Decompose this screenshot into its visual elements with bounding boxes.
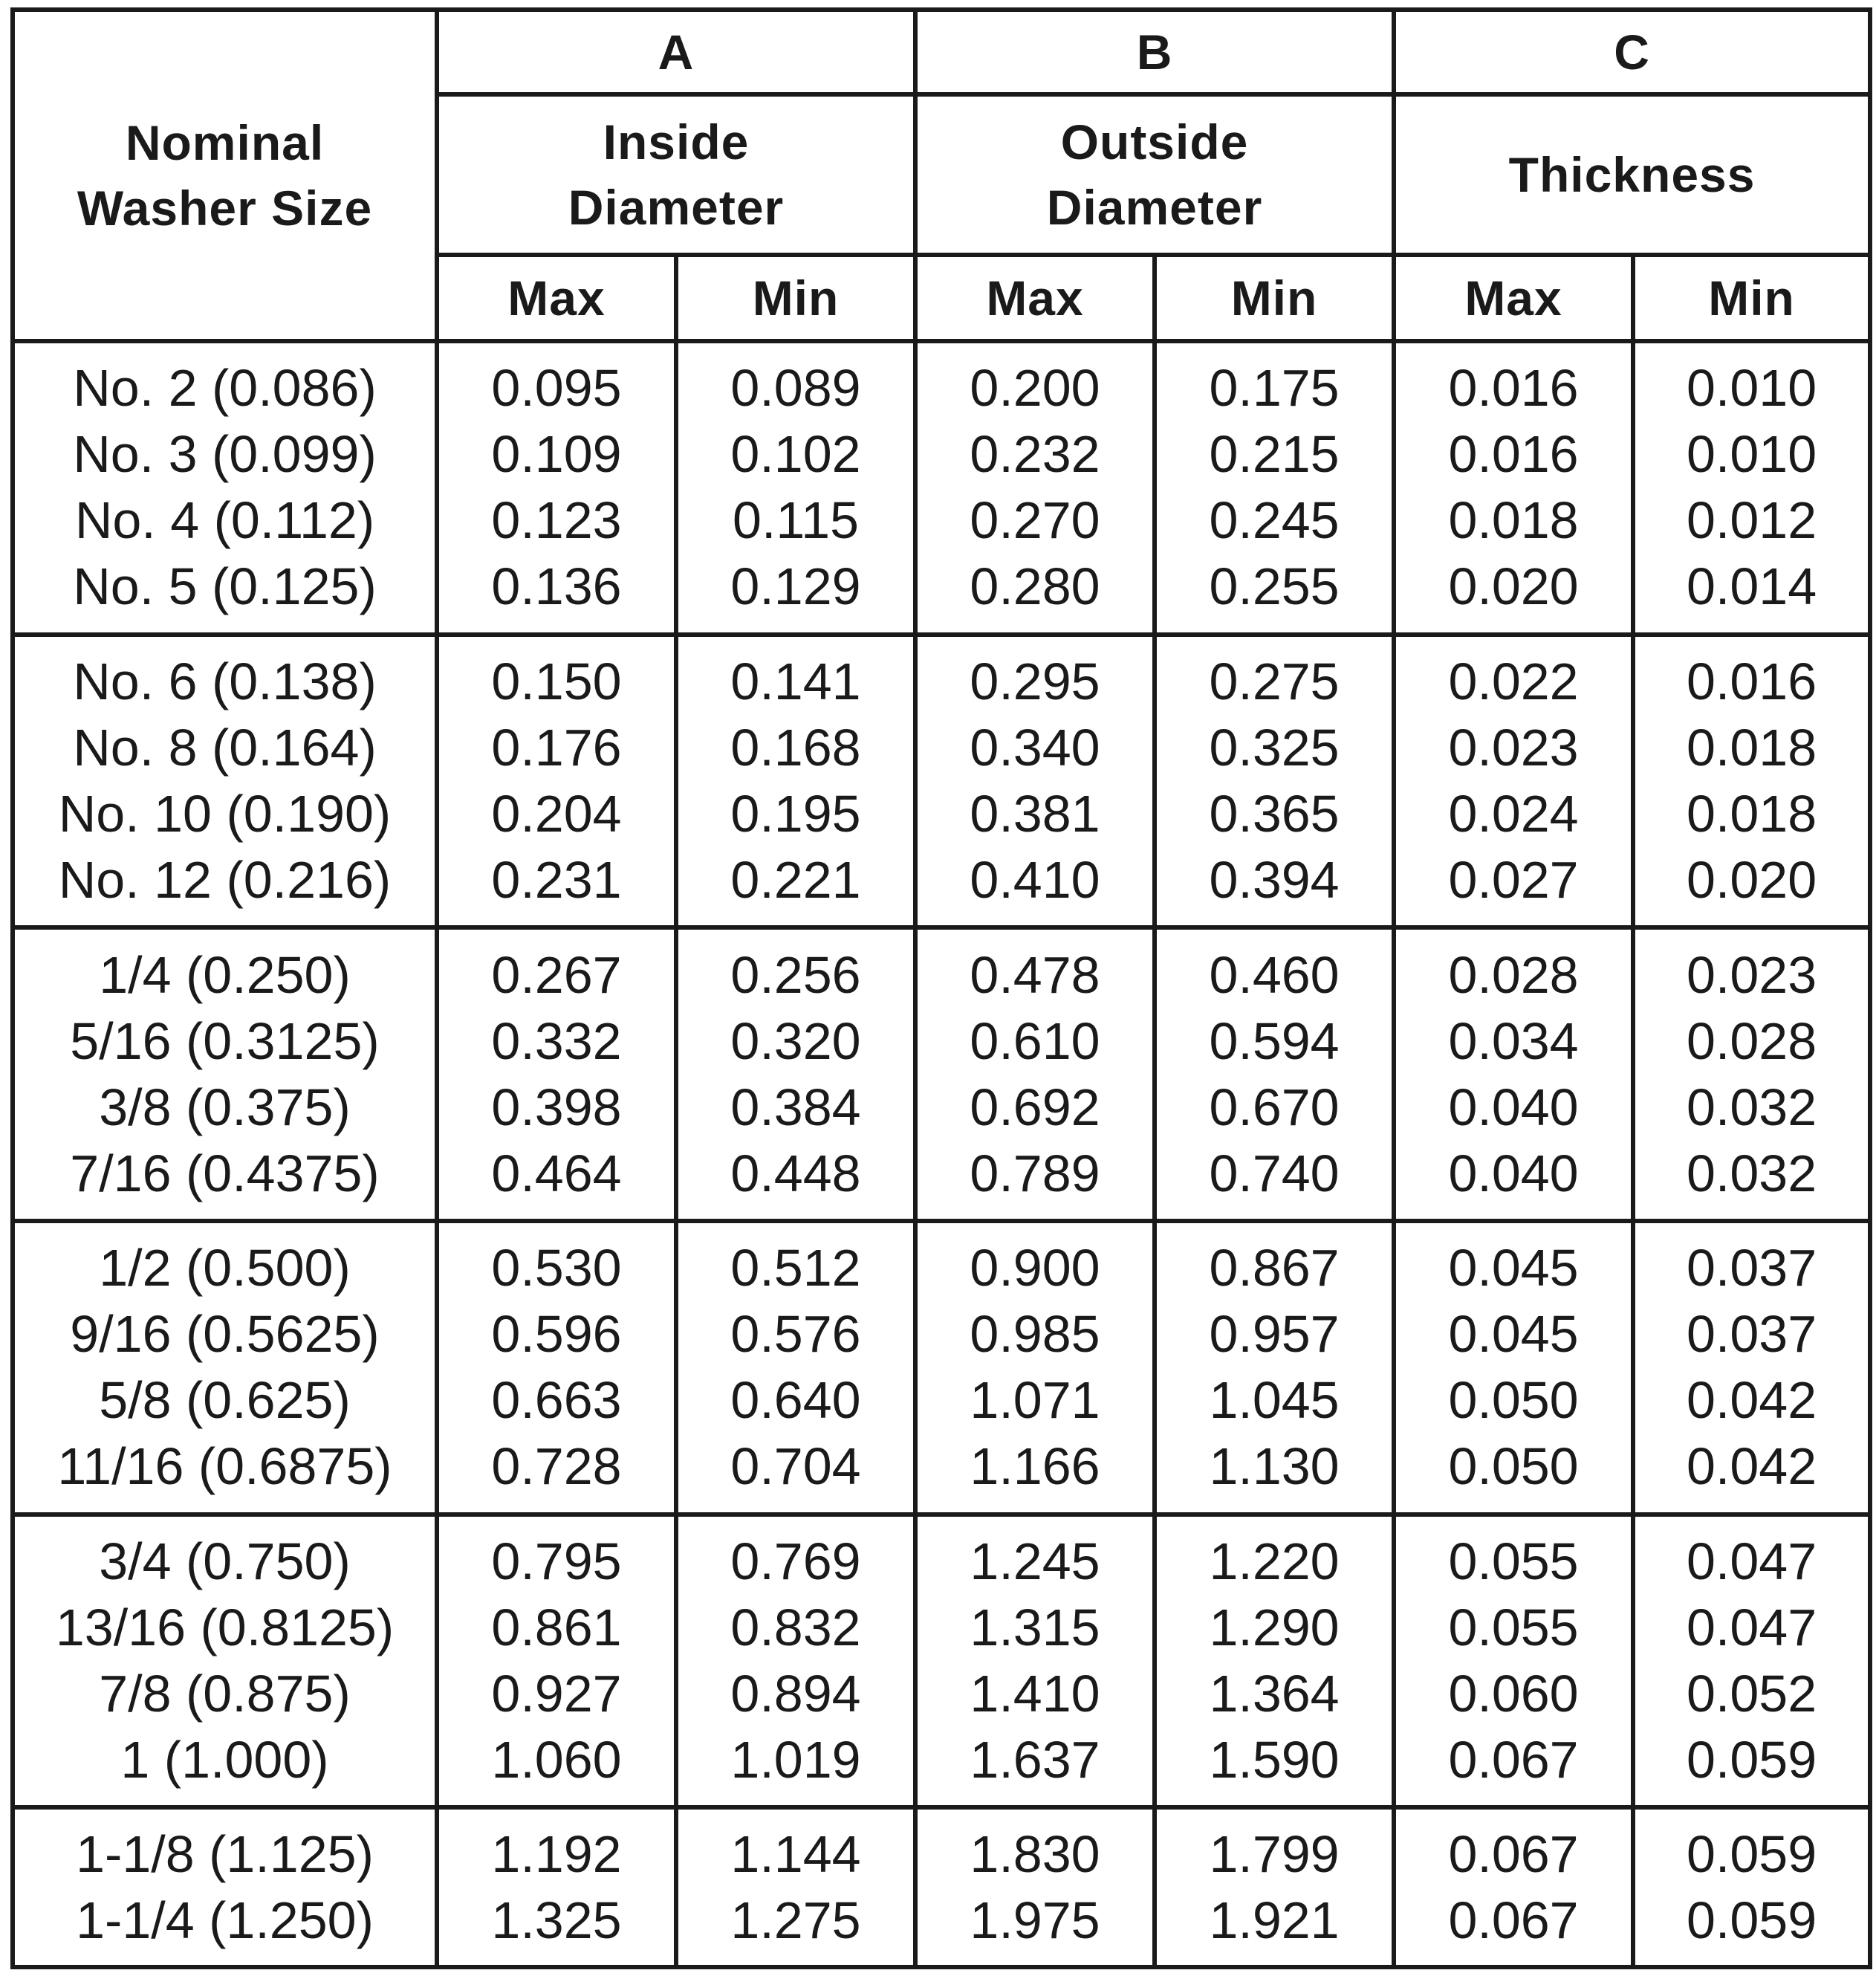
value: 0.270 xyxy=(970,491,1100,550)
value: 0.018 xyxy=(1686,719,1817,777)
value: 0.530 xyxy=(491,1239,622,1298)
value: 0.204 xyxy=(491,785,622,843)
value: 0.460 xyxy=(1209,945,1340,1004)
nominal-size-value: 9/16 (0.5625) xyxy=(70,1305,380,1364)
value: 0.010 xyxy=(1686,425,1817,484)
value: 0.245 xyxy=(1209,491,1340,550)
nominal-size-value: 1 (1.000) xyxy=(120,1731,329,1789)
value: 0.055 xyxy=(1448,1598,1579,1657)
value: 0.102 xyxy=(730,425,861,484)
value: 0.016 xyxy=(1448,359,1579,418)
value: 0.042 xyxy=(1686,1371,1817,1430)
nominal-size-value: No. 6 (0.138) xyxy=(73,652,377,711)
value: 0.067 xyxy=(1448,1891,1579,1949)
value: 0.018 xyxy=(1686,785,1817,843)
value: 0.032 xyxy=(1686,1078,1817,1136)
value: 0.832 xyxy=(730,1598,861,1657)
value: 0.050 xyxy=(1448,1437,1579,1496)
table-row-block xyxy=(13,1807,1870,1967)
outside-diameter-line1: Outside xyxy=(1060,114,1249,169)
nominal-size-cell xyxy=(13,341,437,635)
value: 1.410 xyxy=(970,1665,1100,1723)
value: 1.130 xyxy=(1209,1437,1340,1496)
nominal-size-value: 1/4 (0.250) xyxy=(99,945,351,1004)
value: 1.799 xyxy=(1209,1824,1340,1883)
value: 0.032 xyxy=(1686,1144,1817,1202)
value: 0.023 xyxy=(1686,945,1817,1004)
value: 0.795 xyxy=(491,1532,622,1591)
group-b-letter: B xyxy=(915,10,1394,94)
value: 0.927 xyxy=(491,1665,622,1723)
thickness-header: Thickness xyxy=(1394,94,1870,255)
value: 0.769 xyxy=(730,1532,861,1591)
value: 0.195 xyxy=(730,785,861,843)
value: 0.256 xyxy=(730,945,861,1004)
nominal-size-value: 13/16 (0.8125) xyxy=(55,1598,395,1657)
nominal-size-value: No. 4 (0.112) xyxy=(74,491,375,550)
nominal-size-cell xyxy=(13,927,437,1221)
value: 0.640 xyxy=(730,1371,861,1430)
value: 0.957 xyxy=(1209,1305,1340,1364)
value: 0.448 xyxy=(730,1144,861,1202)
nominal-size-value: No. 2 (0.086) xyxy=(73,359,377,418)
value: 1.192 xyxy=(491,1824,622,1883)
value: 0.109 xyxy=(491,425,622,484)
value: 0.040 xyxy=(1448,1078,1579,1136)
outside-diameter-max-cell xyxy=(915,1807,1155,1967)
inside-diameter-min-cell xyxy=(676,1221,915,1515)
value: 1.019 xyxy=(730,1731,861,1789)
value: 0.255 xyxy=(1209,557,1340,616)
value: 1.590 xyxy=(1209,1731,1340,1789)
thickness-min-cell xyxy=(1633,1221,1870,1515)
washer-dimensions-table xyxy=(10,7,1872,1969)
thickness-max-cell xyxy=(1394,635,1633,928)
value: 0.789 xyxy=(970,1144,1100,1202)
value: 1.060 xyxy=(491,1731,622,1789)
outside-diameter-min-cell xyxy=(1155,927,1394,1221)
value: 0.089 xyxy=(730,359,861,418)
inside-diameter-line2: Diameter xyxy=(568,180,785,235)
value: 1.275 xyxy=(730,1891,861,1949)
value: 0.040 xyxy=(1448,1144,1579,1202)
inside-diameter-max-cell xyxy=(437,927,676,1221)
inside-diameter-max-cell xyxy=(437,635,676,928)
value: 0.670 xyxy=(1209,1078,1340,1136)
nominal-size-value: No. 12 (0.216) xyxy=(58,851,392,910)
value: 0.067 xyxy=(1448,1824,1579,1883)
thickness-max-cell xyxy=(1394,1221,1633,1515)
value: 0.022 xyxy=(1448,652,1579,711)
nominal-size-value: 1/2 (0.500) xyxy=(99,1239,351,1298)
value: 0.398 xyxy=(491,1078,622,1136)
nominal-size-cell xyxy=(13,1515,437,1808)
value: 0.231 xyxy=(491,851,622,910)
value: 0.740 xyxy=(1209,1144,1340,1202)
value: 1.290 xyxy=(1209,1598,1340,1657)
thickness-max-cell xyxy=(1394,1515,1633,1808)
value: 0.047 xyxy=(1686,1598,1817,1657)
value: 0.023 xyxy=(1448,719,1579,777)
thickness-min-cell xyxy=(1633,1515,1870,1808)
outside-diameter-min-cell xyxy=(1155,341,1394,635)
value: 0.141 xyxy=(730,652,861,711)
value: 0.020 xyxy=(1686,851,1817,910)
nominal-header-line2: Washer Size xyxy=(77,181,373,236)
inside-diameter-max-cell xyxy=(437,341,676,635)
thickness-max-cell xyxy=(1394,927,1633,1221)
inside-diameter-max-cell xyxy=(437,1515,676,1808)
value: 1.220 xyxy=(1209,1532,1340,1591)
value: 0.037 xyxy=(1686,1239,1817,1298)
value: 0.018 xyxy=(1448,491,1579,550)
value: 0.596 xyxy=(491,1305,622,1364)
value: 0.232 xyxy=(970,425,1100,484)
value: 1.921 xyxy=(1209,1891,1340,1949)
value: 0.894 xyxy=(730,1665,861,1723)
inside-diameter-min-cell xyxy=(676,635,915,928)
value: 0.384 xyxy=(730,1078,861,1136)
value: 0.867 xyxy=(1209,1239,1340,1298)
value: 0.576 xyxy=(730,1305,861,1364)
nominal-size-value: No. 10 (0.190) xyxy=(58,785,392,843)
value: 0.295 xyxy=(970,652,1100,711)
outside-diameter-min-cell xyxy=(1155,1515,1394,1808)
value: 1.637 xyxy=(970,1731,1100,1789)
value: 0.010 xyxy=(1686,359,1817,418)
thickness-max-cell xyxy=(1394,1807,1633,1967)
nominal-size-value: 7/8 (0.875) xyxy=(99,1665,351,1723)
thickness-min-cell xyxy=(1633,635,1870,928)
value: 0.067 xyxy=(1448,1731,1579,1789)
value: 0.200 xyxy=(970,359,1100,418)
nominal-size-value: No. 8 (0.164) xyxy=(73,719,377,777)
nominal-size-value: 3/4 (0.750) xyxy=(99,1532,351,1591)
outside-diameter-max-cell xyxy=(915,635,1155,928)
value: 1.325 xyxy=(491,1891,622,1949)
group-a-letter: A xyxy=(437,10,915,94)
value: 0.594 xyxy=(1209,1011,1340,1070)
inside-diameter-min-cell xyxy=(676,1807,915,1967)
value: 0.365 xyxy=(1209,785,1340,843)
outside-diameter-min-cell xyxy=(1155,1221,1394,1515)
value: 0.052 xyxy=(1686,1665,1817,1723)
value: 0.028 xyxy=(1448,945,1579,1004)
a-max-header: Max xyxy=(437,255,676,341)
outside-diameter-min-cell xyxy=(1155,635,1394,928)
value: 0.221 xyxy=(730,851,861,910)
value: 0.280 xyxy=(970,557,1100,616)
value: 0.215 xyxy=(1209,425,1340,484)
value: 1.166 xyxy=(970,1437,1100,1496)
nominal-size-value: 1-1/4 (1.250) xyxy=(76,1891,374,1949)
value: 1.071 xyxy=(970,1371,1100,1430)
inside-diameter-max-cell xyxy=(437,1807,676,1967)
thickness-max-cell xyxy=(1394,341,1633,635)
value: 0.175 xyxy=(1209,359,1340,418)
table-row-block xyxy=(13,635,1870,928)
outside-diameter-max-cell xyxy=(915,341,1155,635)
value: 1.830 xyxy=(970,1824,1100,1883)
value: 0.728 xyxy=(491,1437,622,1496)
value: 0.014 xyxy=(1686,557,1817,616)
value: 0.129 xyxy=(730,557,861,616)
nominal-size-cell xyxy=(13,1221,437,1515)
value: 0.320 xyxy=(730,1011,861,1070)
thickness-min-cell xyxy=(1633,341,1870,635)
value: 0.332 xyxy=(491,1011,622,1070)
value: 0.985 xyxy=(970,1305,1100,1364)
nominal-size-value: No. 3 (0.099) xyxy=(73,425,377,484)
value: 0.037 xyxy=(1686,1305,1817,1364)
table-row-block xyxy=(13,927,1870,1221)
nominal-size-cell xyxy=(13,1807,437,1967)
thickness-min-cell xyxy=(1633,927,1870,1221)
inside-diameter-header xyxy=(437,94,915,255)
b-max-header: Max xyxy=(915,255,1155,341)
value: 0.034 xyxy=(1448,1011,1579,1070)
nominal-size-value: 5/8 (0.625) xyxy=(99,1371,351,1430)
value: 0.055 xyxy=(1448,1532,1579,1591)
inside-diameter-max-cell xyxy=(437,1221,676,1515)
nominal-size-value: 3/8 (0.375) xyxy=(99,1078,351,1136)
inside-diameter-min-cell xyxy=(676,341,915,635)
nominal-size-value: 7/16 (0.4375) xyxy=(70,1144,380,1202)
outside-diameter-header xyxy=(915,94,1394,255)
value: 0.050 xyxy=(1448,1371,1579,1430)
value: 0.020 xyxy=(1448,557,1579,616)
value: 0.045 xyxy=(1448,1239,1579,1298)
value: 0.381 xyxy=(970,785,1100,843)
value: 0.340 xyxy=(970,719,1100,777)
value: 0.060 xyxy=(1448,1665,1579,1723)
value: 0.275 xyxy=(1209,652,1340,711)
value: 0.027 xyxy=(1448,851,1579,910)
nominal-washer-size-header xyxy=(13,10,437,341)
value: 0.024 xyxy=(1448,785,1579,843)
value: 0.059 xyxy=(1686,1891,1817,1949)
table-row-block xyxy=(13,341,1870,635)
washer-dimensions-table-container xyxy=(10,7,1868,1969)
value: 0.012 xyxy=(1686,491,1817,550)
c-min-header: Min xyxy=(1633,255,1870,341)
nominal-size-value: No. 5 (0.125) xyxy=(73,557,377,616)
value: 1.364 xyxy=(1209,1665,1340,1723)
nominal-header-line1: Nominal xyxy=(125,115,325,170)
value: 0.394 xyxy=(1209,851,1340,910)
outside-diameter-max-cell xyxy=(915,1221,1155,1515)
table-row-block xyxy=(13,1515,1870,1808)
outside-diameter-line2: Diameter xyxy=(1046,180,1263,235)
value: 0.176 xyxy=(491,719,622,777)
inside-diameter-min-cell xyxy=(676,1515,915,1808)
value: 0.900 xyxy=(970,1239,1100,1298)
outside-diameter-max-cell xyxy=(915,927,1155,1221)
value: 0.267 xyxy=(491,945,622,1004)
value: 0.115 xyxy=(733,491,859,550)
value: 0.136 xyxy=(491,557,622,616)
value: 1.045 xyxy=(1209,1371,1340,1430)
nominal-size-value: 11/16 (0.6875) xyxy=(57,1437,392,1496)
nominal-size-cell xyxy=(13,635,437,928)
outside-diameter-min-cell xyxy=(1155,1807,1394,1967)
value: 1.144 xyxy=(730,1824,861,1883)
nominal-size-value: 5/16 (0.3125) xyxy=(70,1011,380,1070)
value: 0.478 xyxy=(970,945,1100,1004)
a-min-header: Min xyxy=(676,255,915,341)
value: 0.610 xyxy=(970,1011,1100,1070)
table-row-block xyxy=(13,1221,1870,1515)
value: 0.042 xyxy=(1686,1437,1817,1496)
value: 1.245 xyxy=(970,1532,1100,1591)
value: 0.047 xyxy=(1686,1532,1817,1591)
c-max-header: Max xyxy=(1394,255,1633,341)
group-c-letter: C xyxy=(1394,10,1870,94)
value: 0.704 xyxy=(730,1437,861,1496)
value: 0.059 xyxy=(1686,1824,1817,1883)
value: 0.095 xyxy=(491,359,622,418)
b-min-header: Min xyxy=(1155,255,1394,341)
inside-diameter-min-cell xyxy=(676,927,915,1221)
value: 0.028 xyxy=(1686,1011,1817,1070)
value: 0.464 xyxy=(491,1144,622,1202)
value: 0.059 xyxy=(1686,1731,1817,1789)
value: 0.045 xyxy=(1448,1305,1579,1364)
value: 0.861 xyxy=(491,1598,622,1657)
inside-diameter-line1: Inside xyxy=(603,114,750,169)
value: 0.512 xyxy=(730,1239,861,1298)
value: 0.016 xyxy=(1448,425,1579,484)
nominal-size-value: 1-1/8 (1.125) xyxy=(76,1824,374,1883)
value: 0.016 xyxy=(1686,652,1817,711)
outside-diameter-max-cell xyxy=(915,1515,1155,1808)
value: 0.168 xyxy=(730,719,861,777)
value: 0.123 xyxy=(491,491,622,550)
value: 1.315 xyxy=(970,1598,1100,1657)
value: 0.325 xyxy=(1209,719,1340,777)
value: 0.410 xyxy=(970,851,1100,910)
value: 0.150 xyxy=(491,652,622,711)
value: 1.975 xyxy=(970,1891,1100,1949)
value: 0.663 xyxy=(491,1371,622,1430)
value: 0.692 xyxy=(970,1078,1100,1136)
thickness-min-cell xyxy=(1633,1807,1870,1967)
